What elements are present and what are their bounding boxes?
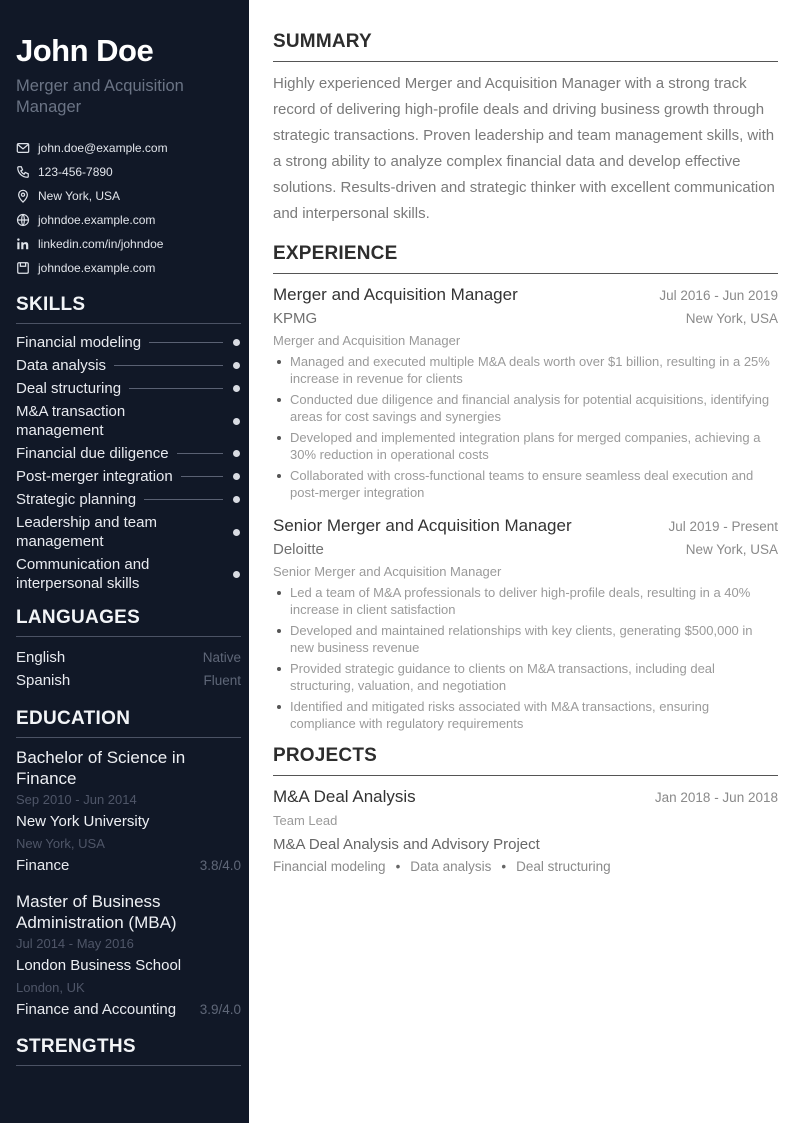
projects-heading: PROJECTS bbox=[273, 745, 778, 776]
education-school: London Business School bbox=[16, 957, 182, 974]
education-location: London, UK bbox=[16, 980, 85, 995]
education-location: New York, USA bbox=[16, 836, 105, 851]
skill-dot bbox=[233, 473, 240, 480]
skill-item: Strategic planning bbox=[16, 490, 241, 509]
linkedin-icon bbox=[16, 237, 30, 251]
language-level: Native bbox=[202, 650, 241, 665]
education-gpa: 3.8/4.0 bbox=[199, 858, 241, 873]
language-level: Fluent bbox=[203, 673, 241, 688]
project-description: M&A Deal Analysis and Advisory Project bbox=[273, 836, 540, 853]
contact-location-text: New York, USA bbox=[38, 189, 121, 203]
summary-heading: SUMMARY bbox=[273, 31, 778, 62]
contact-portfolio[interactable] bbox=[16, 256, 241, 280]
skill-dot bbox=[233, 385, 240, 392]
contact-website-text: johndoe.example.com bbox=[38, 213, 156, 227]
job-bullet: Developed and maintained relationships with key clients, generating $500,000 in new business revenue bbox=[273, 622, 778, 656]
main-content bbox=[273, 31, 778, 890]
project-name: M&A Deal Analysis bbox=[273, 787, 416, 806]
contact-phone-text: 123-456-7890 bbox=[38, 165, 113, 179]
education-gpa: 3.9/4.0 bbox=[199, 1002, 241, 1017]
education-section bbox=[16, 708, 241, 1021]
skills-section bbox=[16, 294, 241, 593]
skill-dot bbox=[233, 450, 240, 457]
education-heading: EDUCATION bbox=[16, 708, 241, 738]
job-bullet: Managed and executed multiple M&A deals worth over $1 billion, resulting in a 25% increase in revenue for clients bbox=[273, 353, 778, 387]
skill-item: Financial modeling bbox=[16, 333, 241, 352]
job-bullet: Conducted due diligence and financial analysis for potential acquisitions, identifying areas for cost savings and synergies bbox=[273, 391, 778, 425]
skill-item: Post-merger integration bbox=[16, 467, 241, 486]
job-title: Merger and Acquisition Manager bbox=[273, 285, 518, 304]
skill-dot bbox=[233, 496, 240, 503]
job-location: New York, USA bbox=[685, 311, 778, 326]
job-dates: Jul 2019 - Present bbox=[668, 519, 778, 534]
education-field: Finance and Accounting bbox=[16, 1001, 177, 1018]
job-bullet: Led a team of M&A professionals to deliver high-profile deals, resulting in a 40% increase in client satisfaction bbox=[273, 584, 778, 618]
experience-heading: EXPERIENCE bbox=[273, 243, 778, 274]
project-tag: Data analysis bbox=[410, 859, 492, 874]
project-entry bbox=[273, 785, 778, 877]
job-dates: Jul 2016 - Jun 2019 bbox=[659, 288, 778, 303]
languages-heading: LANGUAGES bbox=[16, 607, 241, 637]
skills-heading: SKILLS bbox=[16, 294, 241, 324]
skill-item: Leadership and team management bbox=[16, 513, 241, 551]
contact-email-text: john.doe@example.com bbox=[38, 141, 168, 155]
job-title: Senior Merger and Acquisition Manager bbox=[273, 516, 572, 535]
education-degree: Bachelor of Science in Finance bbox=[16, 748, 186, 788]
education-item bbox=[16, 747, 241, 877]
contact-website[interactable] bbox=[16, 208, 241, 232]
strengths-heading: STRENGTHS bbox=[16, 1036, 241, 1066]
skill-dot bbox=[233, 571, 240, 578]
languages-section bbox=[16, 607, 241, 692]
skill-dot bbox=[233, 418, 240, 425]
project-dates: Jan 2018 - Jun 2018 bbox=[654, 790, 778, 805]
skill-item: Data analysis bbox=[16, 356, 241, 375]
candidate-title: Merger and Acquisition Manager bbox=[16, 77, 184, 116]
contact-portfolio-text: johndoe.example.com bbox=[38, 261, 156, 275]
job-bullet: Identified and mitigated risks associated with M&A transactions, ensuring compliance with regulatory requirements bbox=[273, 698, 778, 732]
contact-email[interactable] bbox=[16, 136, 241, 160]
project-tags bbox=[273, 857, 778, 877]
job-bullet: Developed and implemented integration plans for merged companies, achieving a 30% reduction in operational costs bbox=[273, 429, 778, 463]
job-bullet: Collaborated with cross-functional teams to ensure seamless deal execution and post-merger integration bbox=[273, 467, 778, 501]
skill-item: Deal structuring bbox=[16, 379, 241, 398]
projects-section bbox=[273, 745, 778, 877]
education-dates: Jul 2014 - May 2016 bbox=[16, 936, 134, 951]
job-bullets bbox=[273, 353, 778, 501]
summary-section bbox=[273, 31, 778, 227]
job-role: Merger and Acquisition Manager bbox=[273, 333, 461, 348]
contact-phone[interactable] bbox=[16, 160, 241, 184]
education-school: New York University bbox=[16, 813, 150, 830]
education-item bbox=[16, 891, 241, 1021]
candidate-name: John Doe bbox=[16, 33, 154, 68]
job-bullet: Provided strategic guidance to clients on M&A transactions, including deal structuring, valuation, and negotiation bbox=[273, 660, 778, 694]
job-entry bbox=[273, 283, 778, 501]
project-tag: Deal structuring bbox=[516, 859, 611, 874]
contact-linkedin-text: linkedin.com/in/johndoe bbox=[38, 237, 164, 251]
education-degree: Master of Business Administration (MBA) bbox=[16, 892, 177, 932]
experience-section bbox=[273, 243, 778, 732]
job-company: Deloitte bbox=[273, 541, 324, 558]
project-role: Team Lead bbox=[273, 813, 338, 828]
job-company: KPMG bbox=[273, 310, 318, 327]
job-role: Senior Merger and Acquisition Manager bbox=[273, 564, 502, 579]
website-icon bbox=[16, 261, 30, 275]
skill-item: Communication and interpersonal skills bbox=[16, 555, 241, 593]
tag-separator: • bbox=[395, 859, 401, 874]
contact-list bbox=[16, 136, 241, 280]
skill-dot bbox=[233, 362, 240, 369]
location-icon bbox=[16, 189, 30, 203]
skill-dot bbox=[233, 529, 240, 536]
contact-location bbox=[16, 184, 241, 208]
strengths-section bbox=[16, 1036, 241, 1066]
summary-text: Highly experienced Merger and Acquisition Manager with a strong track record of delivering high-profile deals and driving business growth through strategic transactions. Proven leadership and team management skills, with a strong ability to analyze complex financial data and develop effective solutions. Results-driven and strategic thinker with excellent communication and interpersonal skills. bbox=[273, 75, 775, 222]
job-entry bbox=[273, 514, 778, 732]
education-field: Finance bbox=[16, 857, 70, 874]
tag-separator: • bbox=[501, 859, 507, 874]
language-name: Spanish bbox=[16, 672, 71, 689]
skill-item: Financial due diligence bbox=[16, 444, 241, 463]
education-dates: Sep 2010 - Jun 2014 bbox=[16, 792, 137, 807]
project-tag: Financial modeling bbox=[273, 859, 386, 874]
skill-item: M&A transaction management bbox=[16, 402, 241, 440]
language-item bbox=[16, 669, 241, 692]
language-name: English bbox=[16, 649, 66, 666]
email-icon bbox=[16, 141, 30, 155]
globe-icon bbox=[16, 213, 30, 227]
phone-icon bbox=[16, 165, 30, 179]
job-bullets bbox=[273, 584, 778, 732]
sidebar bbox=[0, 0, 249, 1123]
job-location: New York, USA bbox=[685, 542, 778, 557]
contact-linkedin[interactable] bbox=[16, 232, 241, 256]
skill-dot bbox=[233, 339, 240, 346]
language-item bbox=[16, 646, 241, 669]
